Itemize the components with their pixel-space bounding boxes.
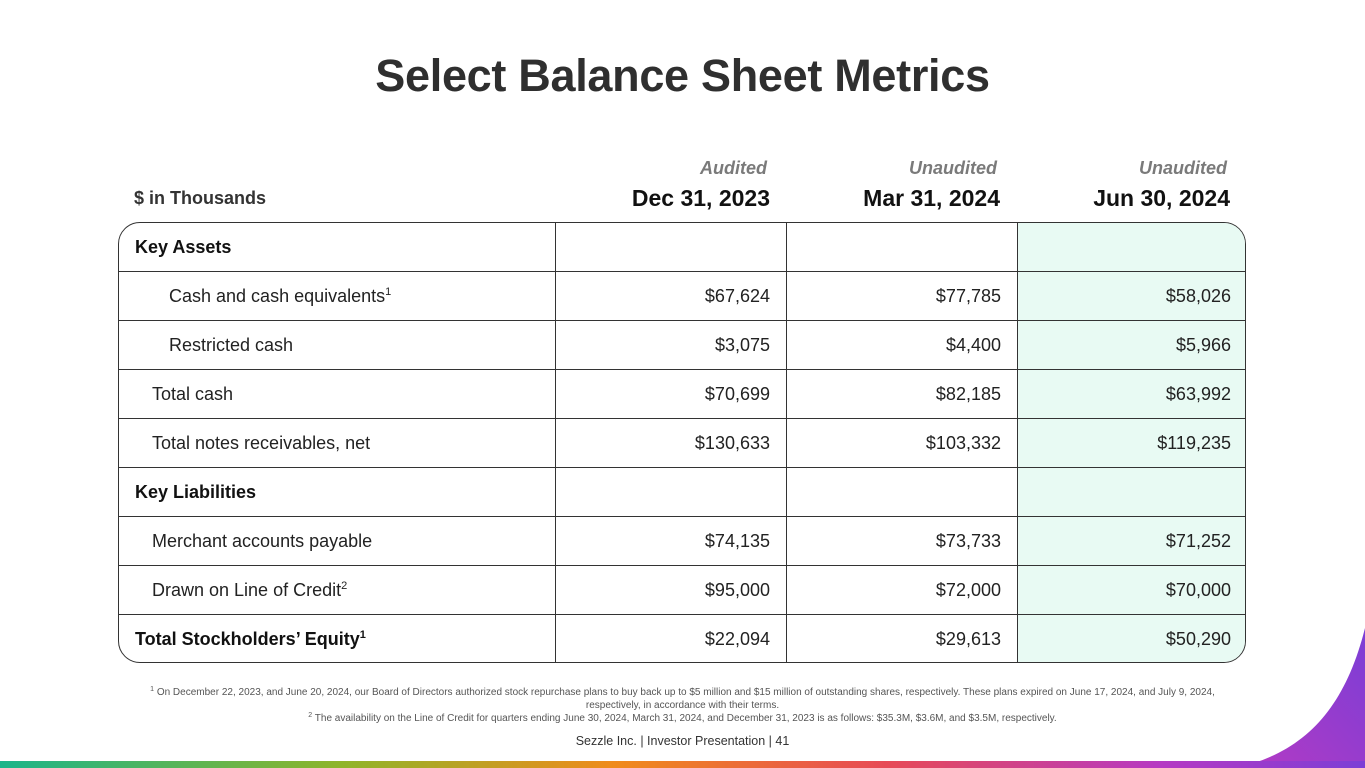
value-mar-2024: $73,733	[935, 531, 1001, 551]
value-mar-2024: $82,185	[935, 384, 1001, 404]
value-jun-2024: $70,000	[1165, 580, 1231, 600]
value-dec-2023: $74,135	[704, 531, 770, 551]
table-row-line-of-credit	[119, 565, 1245, 614]
value-dec-2023: $22,094	[704, 629, 770, 649]
footnote-marker: 2	[341, 580, 348, 592]
value-jun-2024: $50,290	[1165, 629, 1231, 649]
value-jun-2024: $119,235	[1157, 433, 1231, 453]
table-row-notes-receivables	[119, 418, 1245, 467]
value-dec-2023: $67,624	[704, 286, 770, 306]
value-mar-2024: $103,332	[925, 433, 1001, 453]
row-label: Restricted cash	[169, 335, 294, 355]
row-label: Key Assets	[135, 237, 232, 257]
value-mar-2024: $77,785	[935, 286, 1001, 306]
balance-sheet-table	[118, 222, 1246, 663]
table-row-restricted-cash	[119, 320, 1245, 369]
page-footer: Sezzle Inc. | Investor Presentation | 41	[575, 734, 790, 748]
footnote-2: $^2$ The availability on the Line of Credit for quarters ending June 30, 2024, March 31, 2024, and December 31, 2023 is as follows: $35.3M, $3.6M, and $3.5M, respectively.	[308, 712, 1057, 724]
column-header-mar-2024	[770, 156, 1000, 212]
column-date: Mar 31, 2024	[863, 185, 1000, 211]
table-row-cash-equivalents	[119, 271, 1245, 320]
column-date: Jun 30, 2024	[1093, 185, 1230, 211]
value-mar-2024: $4,400	[945, 335, 1001, 355]
value-dec-2023: $70,699	[704, 384, 770, 404]
footnote-marker: 1	[359, 629, 366, 641]
column-date: Dec 31, 2023	[631, 185, 770, 211]
column-header-dec-2023	[540, 156, 770, 212]
column-status: Audited	[700, 158, 767, 178]
value-dec-2023: $3,075	[714, 335, 770, 355]
value-dec-2023: $130,633	[694, 433, 770, 453]
value-jun-2024: $63,992	[1165, 384, 1231, 404]
row-label: Cash and cash equivalents$^1$	[169, 286, 392, 306]
footnote-1: $^1$ On December 22, 2023, and June 20, 2024, our Board of Directors authorized stock repurchase plans to buy back up to $5 million and $15 million of outstanding shares, respectively. These plans expired on June 17, 2024, and July 9, 2024, respectively, in accordance with their terms.	[150, 686, 1215, 711]
value-jun-2024: $5,966	[1175, 335, 1231, 355]
row-label: Total Stockholders’ Equity$^1$	[135, 629, 366, 649]
column-header-jun-2024	[1000, 156, 1230, 212]
row-label: Drawn on Line of Credit$^2$	[152, 580, 348, 600]
value-jun-2024: $58,026	[1165, 286, 1231, 306]
table-row-total-cash	[119, 369, 1245, 418]
units-label: $ in Thousands	[134, 188, 267, 208]
table-row-merchant-payable	[119, 516, 1245, 565]
table-row-key-liabilities	[119, 467, 1245, 516]
footnotes	[150, 686, 1215, 725]
table-row-stockholders-equity	[119, 614, 1245, 663]
row-label: Merchant accounts payable	[152, 531, 373, 551]
value-mar-2024: $72,000	[935, 580, 1001, 600]
row-label: Total cash	[152, 384, 234, 404]
bottom-gradient-bar	[0, 761, 1365, 768]
footnote-marker: 1	[385, 286, 392, 298]
value-dec-2023: $95,000	[704, 580, 770, 600]
row-label: Total notes receivables, net	[152, 433, 371, 453]
column-status: Unaudited	[1139, 158, 1227, 178]
table-row-key-assets	[119, 223, 1245, 272]
value-jun-2024: $71,252	[1165, 531, 1231, 551]
value-mar-2024: $29,613	[935, 629, 1001, 649]
corner-decoration	[1235, 628, 1365, 768]
slide-title: Select Balance Sheet Metrics	[375, 50, 990, 101]
row-label: Key Liabilities	[135, 482, 257, 502]
column-status: Unaudited	[909, 158, 997, 178]
